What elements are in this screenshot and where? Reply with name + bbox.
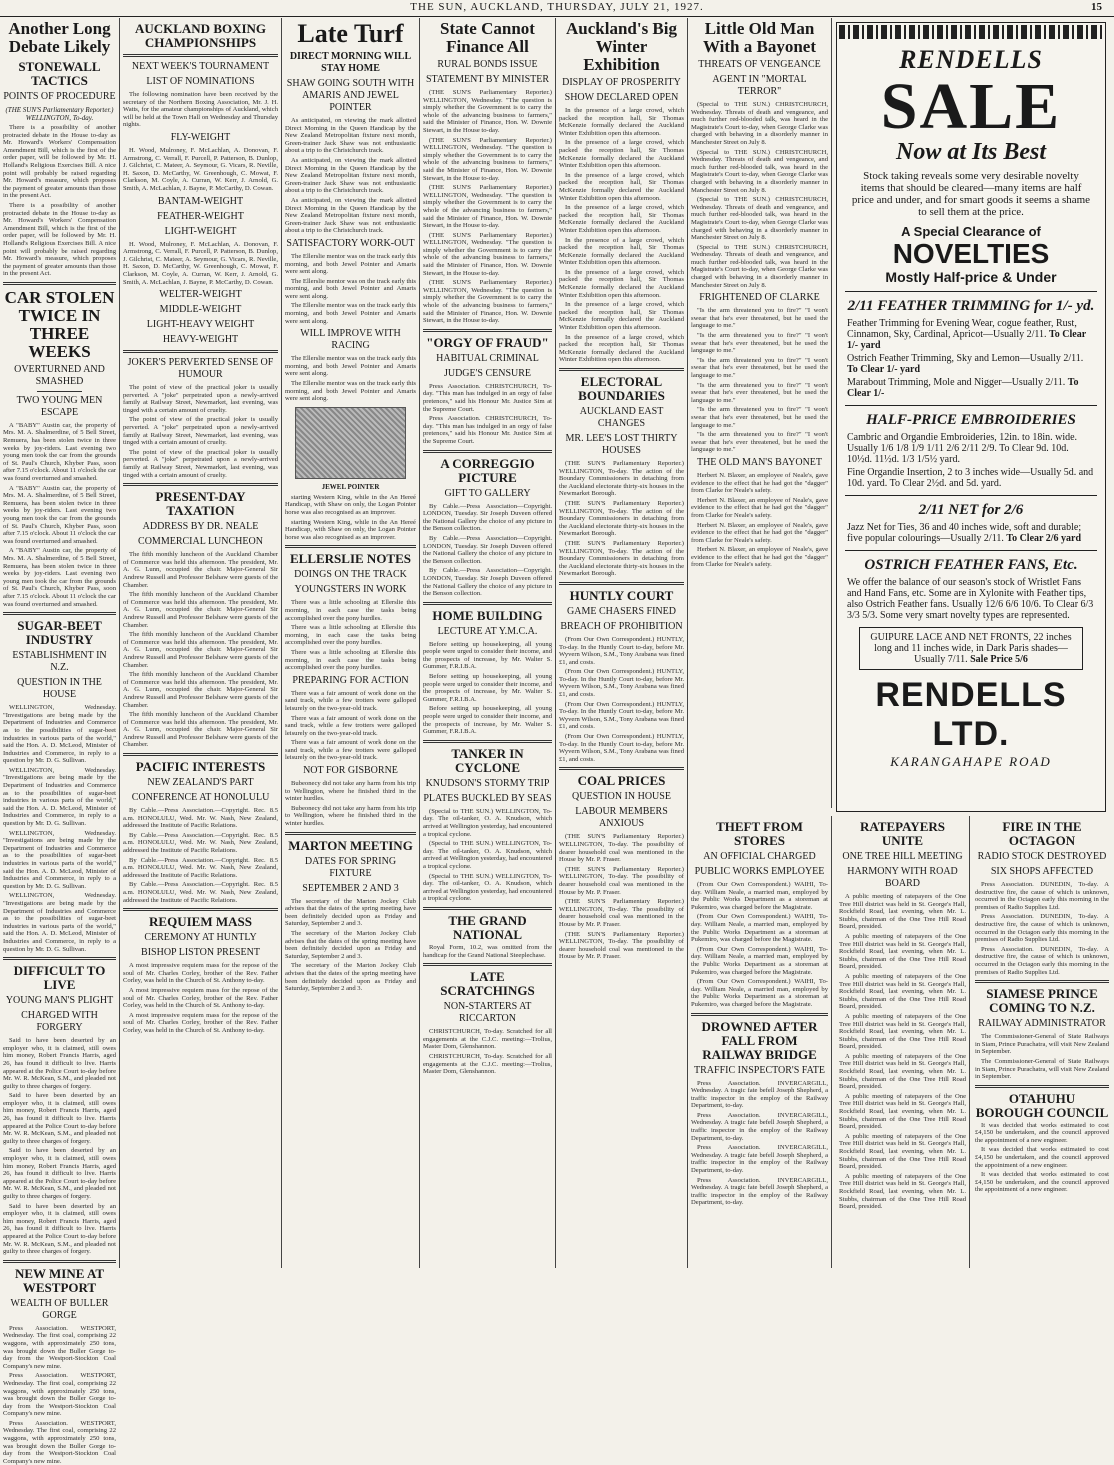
masthead-title: THE SUN, AUCKLAND, THURSDAY, JULY 21, 1927. — [410, 1, 704, 13]
headline-pacific: PACIFIC INTERESTS — [135, 759, 266, 775]
greek-key-border — [839, 25, 1103, 39]
column-4: State Cannot Finance All RURAL BONDS ISSUE STATEMENT BY MINISTER (THE SUN'S Parliamentary Reporter.) WELLINGTON, Wednesday. "The question is simply whether the Government is to carry the whole of the advancing business to farmers," said the Minister of Finance, Hon. W. Downie Stewart, in the House to-day. (THE SUN'S Parliamentary Reporter.) WELLINGTON, Wednesday. "The question is simply whether the Government is to carry the whole of the advancing business to farmers," said the Minister of Finance, Hon. W. Downie Stewart, in the House to-day. (THE SUN'S Parliamentary Reporter.) WELLINGTON, Wednesday. "The question is simply whether the Government is to carry the whole of the advancing business to farmers," said the Minister of Finance, Hon. W. Downie Stewart, in the House to-day. (THE SUN'S Parliamentary Reporter.) WELLINGTON, Wednesday. "The question is simply whether the Government is to carry the whole of the advancing business to farmers," said the Minister of Finance, Hon. W. Downie Stewart, in the House to-day. (THE SUN'S Parliamentary Reporter.) WELLINGTON, Wednesday. "The question is simply whether the Government is to carry the whole of the advancing business to farmers," said the Minister of Finance, Hon. W. Downie Stewart, in the House to-day. "ORGY OF FRAUD" HABITUAL CRIMINAL JUDGE'S CENSURE Press Association. CHRISTCHURCH, To-day. "This man has indulged in an orgy of false pretences," said his Honour Mr. Justice Sim at the Supreme Court. Press Association. CHRISTCHURCH, To-day. "This man has indulged in an orgy of false pretences," said his Honour Mr. Justice Sim at the Supreme Court. A CORREGGIO PICTURE GIFT TO GALLERY By Cable.—Press Association—Copyright. LONDON, Tuesday. Sir Joseph Duveen offered the National Gallery the choice of any picture in the Benson collection. By Cable.—Press Association—Copyright. LONDON, Tuesday. Sir Joseph Duveen offered the National Gallery the choice of any picture in the Benson collection. By Cable.—Press Association—Copyright. LONDON, Tuesday. Sir Joseph Duveen offered the National Gallery the choice of any picture in the Benson collection. HOME BUILDING LECTURE AT Y.M.C.A. Before setting up housekeeping, all young people were urged to consider their income, and the prospects of increase, by Mr. Walter S. Gummer, F.R.I.B.A. Before setting up housekeeping, all young people were urged to consider their income, and the prospects of increase, by Mr. Walter S. Gummer, F.R.I.B.A. Before setting up housekeeping, all young people were urged to consider their income, and the prospects of increase, by Mr. Walter S. Gummer, F.R.I.B.A. TANKER IN CYCLONE KNUDSON'S STORMY TRIP PLATES BUCKLED BY SEAS (Special to THE SUN.) WELLINGTON, To-day. The oil-tanker, O. A. Knudson, which arrived at Wellington yesterday, had encountered a tropical cyclone. (Special to THE SUN.) WELLINGTON, To-day. The oil-tanker, O. A. Knudson, which arrived at Wellington yesterday, had encountered a tropical cyclone. (Special to THE SUN.) WELLINGTON, To-day. The oil-tanker, O. A. Knudson, which arrived at Wellington yesterday, had encountered a tropical cyclone. THE GRAND NATIONAL Royal Form, 10.2, was omitted from the handicap for the Grand National Steeplechase. LATE SCRATCHINGS NON-STARTERS AT RICCARTON CHRISTCHURCH, To-day. Scratched for all engagements at the C.J.C. meeting:—Trolius, Master Dom, Glenshannon. CHRISTCHURCH, To-day. Scratched for all engagements at the C.J.C. meeting:—Trolius, Master Dom, Glenshannon. — [420, 18, 556, 1268]
subhead: NEW ZEALAND'S PART — [147, 777, 254, 789]
headline-requiem: REQUIEM MASS — [149, 914, 252, 930]
subhead: DISPLAY OF PROSPERITY — [562, 77, 681, 88]
article-body: The fifth monthly luncheon of the Auckland Chamber of Commerce was held this afternoon. The president, Mr. A. G. Lunn, occupied the chair. Major-General Sir Andrew Russell and Professor Belshaw were guests of the Chamber. The fifth monthly luncheon of the Auckland Chamber of Commerce was held this afternoon. The president, Mr. A. G. Lunn, occupied the chair. Major-General Sir Andrew Russell and Professor Belshaw were guests of the Chamber. The fifth monthly luncheon of the Auckland Chamber of Commerce was held this afternoon. The president, Mr. A. G. Lunn, occupied the chair. Major-General Sir Andrew Russell and Professor Belshaw were guests of the Chamber. The fifth monthly luncheon of the Auckland Chamber of Commerce was held this afternoon. The president, Mr. A. G. Lunn, occupied the chair. Major-General Sir Andrew Russell and Professor Belshaw were guests of the Chamber. The fifth monthly luncheon of the Auckland Chamber of Commerce was held this afternoon. The president, Mr. A. G. Lunn, occupied the chair. Major-General Sir Andrew Russell and Professor Belshaw were guests of the Chamber. — [123, 551, 278, 749]
headline-boxing: AUCKLAND BOXING CHAMPIONSHIPS — [134, 21, 267, 50]
headline-winter-exhibition: Auckland's Big Winter Exhibition — [565, 19, 677, 74]
horse-photo — [295, 407, 406, 479]
ad-brand: RENDELLS — [899, 45, 1043, 74]
subhead: AN OFFICIAL CHARGED — [703, 851, 816, 862]
headline-sugar-beet: SUGAR-BEET INDUSTRY — [17, 618, 102, 648]
weight-class: LIGHT-HEAVY WEIGHT — [146, 319, 255, 331]
subhead: NEXT WEEK'S TOURNAMENT — [131, 61, 270, 72]
ad-item: Fine Organdie Insertion, 2 to 3 inches wide—Usually 5d. and 10d. yard. To Clear 2½d. and 5d. yard. — [847, 467, 1094, 489]
subhead: POINTS OF PROCEDURE — [3, 91, 116, 102]
subhead: PUBLIC WORKS EMPLOYEE — [694, 866, 825, 877]
ad-section-feather: 2/11 FEATHER TRIMMING for 1/- yd. — [847, 298, 1095, 314]
ad-item: Jazz Net for Ties, 36 and 40 inches wide, soft and durable; five popular colourings—Usually 2/11. To Clear 2/6 yard — [847, 522, 1082, 544]
article-body: The point of view of the practical joker is usually perverted. A "joke" perpetrated upon a newly-arrived family at Railway Street, Newmarket, last evening, was tinged with a certain amount of cruelty. The point of view of the practical joker is usually perverted. A "joke" perpetrated upon a newly-arrived family at Railway Street, Newmarket, last evening, was tinged with a certain amount of cruelty. The point of view of the practical joker is usually perverted. A "joke" perpetrated upon a newly-arrived family at Railway Street, Newmarket, last evening, was tinged with a certain amount of cruelty. — [123, 384, 278, 479]
subhead: QUESTION IN HOUSE — [572, 791, 671, 803]
subhead: LECTURE AT Y.M.C.A. — [437, 625, 538, 637]
subhead: GIFT TO GALLERY — [444, 487, 531, 499]
subhead: NOT FOR GISBORNE — [303, 765, 398, 777]
ad-special: A Special Clearance of — [901, 224, 1041, 239]
column-1 — [0, 18, 120, 1465]
headline-scratchings: LATE SCRATCHINGS — [440, 969, 535, 999]
headline-correggio: A CORREGGIO PICTURE — [440, 455, 535, 485]
subhead: GAME CHASERS FINED — [567, 605, 676, 617]
subhead: DATES FOR SPRING FIXTURE — [304, 855, 397, 879]
weight-class: FEATHER-WEIGHT — [157, 210, 244, 222]
subhead: STONEWALL TACTICS — [18, 59, 101, 88]
subhead: SHOW DECLARED OPEN — [564, 92, 679, 103]
ad-section-embroideries: HALF-PRICE EMBROIDERIES — [866, 412, 1076, 428]
subhead: DIRECT MORNING WILL STAY HOME — [289, 51, 412, 74]
headline-late-turf: Late Turf — [297, 19, 404, 48]
ad-item: Cambric and Organdie Embroideries, 12in. to 18in. wide. Usually 1/6 1/8 1/9 1/11 2/6 2/11 2/9. To Clear 9d. 10d. 10½d. 11½d. 1/3 1/5½ yard. — [847, 432, 1078, 465]
subhead: SIX SHOPS AFFECTED — [990, 866, 1094, 877]
subhead: YOUNG MAN'S PLIGHT — [5, 995, 114, 1007]
headline-old-man: Little Old Man With a Bayonet — [702, 19, 817, 56]
headline-ellerslie: ELLERSLIE NOTES — [289, 551, 412, 567]
subhead: DOINGS ON THE TRACK — [294, 569, 407, 581]
ad-item: Marabout Trimming, Mole and Nigger—Usually 2/11. To Clear 1/- — [847, 377, 1079, 399]
headline-state-finance: State Cannot Finance All — [440, 19, 535, 56]
subhead: KNUDSON'S STORMY TRIP — [425, 777, 550, 789]
ad-sale: SALE — [880, 70, 1062, 143]
subhead: BISHOP LISTON PRESENT — [141, 947, 260, 959]
subhead: SEPTEMBER 2 AND 3 — [302, 882, 399, 894]
headline-tanker: TANKER IN CYCLONE — [451, 745, 524, 775]
subhead: HABITUAL CRIMINAL — [436, 352, 539, 364]
headline-difficult-to-live: DIFFICULT TO LIVE — [13, 963, 106, 993]
article-body: As anticipated, on viewing the mark allotted Direct Morning in the Queen Handicap by the New Zealand Metropolitan fixture next month, Green-trainer Jack Shaw was not enthusiastic about a trip to the Christchurch track. As anticipated, on viewing the mark allotted Direct Morning in the Queen Handicap by the New Zealand Metropolitan fixture next month, Green-trainer Jack Shaw was not enthusiastic about a trip to the Christchurch track. As anticipated, on viewing the mark allotted Direct Morning in the Queen Handicap by the New Zealand Metropolitan fixture next month, Green-trainer Jack Shaw was not enthusiastic about a trip to the Christchurch track. — [285, 117, 416, 235]
headline-taxation: PRESENT-DAY TAXATION — [155, 489, 246, 519]
subhead: WILL IMPROVE WITH RACING — [300, 328, 401, 352]
headline-octagon-fire: FIRE IN THE OCTAGON — [1002, 819, 1082, 848]
article-body: By Cable.—Press Association.—Copyright. Rec. 8.5 a.m. HONOLULU, Wed. Mr. W. Nash, New Zealand, addressed the Institute of Pacific Relations. By Cable.—Press Association.—Copyright. Rec. 8.5 a.m. HONOLULU, Wed. Mr. W. Nash, New Zealand, addressed the Institute of Pacific Relations. By Cable.—Press Association.—Copyright. Rec. 8.5 a.m. HONOLULU, Wed. Mr. W. Nash, New Zealand, addressed the Institute of Pacific Relations. By Cable.—Press Association.—Copyright. Rec. 8.5 a.m. HONOLULU, Wed. Mr. W. Nash, New Zealand, addressed the Institute of Pacific Relations. — [123, 807, 278, 904]
ad-item: We offer the balance of our season's stock of Wristlet Fans and Hand Fans, etc. Some are in Xylonite with Feather tips, also Ostrich Feather fans. Usually 12/6 6/6 10/6. To Clear 6/3 3/3 5/3. Some very smart novelty types are represented. — [847, 577, 1094, 621]
headline-theft: THEFT FROM STORES — [716, 819, 803, 848]
subhead: BREACH OF PROHIBITION — [560, 620, 683, 632]
subhead: AGENT IN "MORTAL TERROR" — [712, 74, 807, 97]
subhead: COMMERCIAL LUNCHEON — [138, 536, 263, 548]
headline-westport-mine: NEW MINE AT WESTPORT — [14, 1265, 105, 1295]
subhead: CEREMONY AT HUNTLY — [144, 932, 257, 944]
ad-item: Feather Trimming for Evening Wear, cogue feather, Rust, Cinnamon, Sky, Cardinal, Apricot—Usually 2/11. To Clear 1/- yard — [847, 318, 1086, 351]
ad-address: KARANGAHAPE ROAD — [890, 754, 1052, 769]
headline-joker: JOKER'S PERVERTED SENSE OF HUMOUR — [127, 357, 274, 381]
subhead: AUCKLAND EAST CHANGES — [579, 406, 664, 429]
headline-coal-prices: COAL PRICES — [577, 773, 666, 789]
column-2: AUCKLAND BOXING CHAMPIONSHIPS NEXT WEEK'S TOURNAMENT LIST OF NOMINATIONS The following nomination have been received by the secretary of the Northern Boxing Association, Mr. J. H. Watts, for the amateur championships of Auckland, which will be held at the Town Hall on Wednesday and Thursday nights. FLY-WEIGHT H. Wood, Mulroney, F. McLachlan, A. Donovan, F. Armstrong, C. Verrall, F. Purcell, P. Patterson, B. Dunlop, J. Gilchrist, C. Mateer, A. Seymour, G. Vicars, R. Neville, H. Saxon, D. McCarthy, W. Greenhough, C. Mowat, F. Clarkson, M. Coyle, A. Curran, W. Kerr, J. Arnold, G. Smith, A. McLachlan, J. Bayne, P. McCarthy, D. Cowan. BANTAM-WEIGHT FEATHER-WEIGHT LIGHT-WEIGHT H. Wood, Mulroney, F. McLachlan, A. Donovan, F. Armstrong, C. Verrall, F. Purcell, P. Patterson, B. Dunlop, J. Gilchrist, C. Mateer, A. Seymour, G. Vicars, R. Neville, H. Saxon, D. McCarthy, W. Greenhough, C. Mowat, F. Clarkson, M. Coyle, A. Curran, W. Kerr, J. Arnold, G. Smith, A. McLachlan, J. Bayne, P. McCarthy, D. Cowan. WELTER-WEIGHT MIDDLE-WEIGHT LIGHT-HEAVY WEIGHT HEAVY-WEIGHT JOKER'S PERVERTED SENSE OF HUMOUR The point of view of the practical joker is usually perverted. A "joke" perpetrated upon a newly-arrived family at Railway Street, Newmarket, last evening, was tinged with a certain amount of cruelty. The point of view of the practical joker is usually perverted. A "joke" perpetrated upon a newly-arrived family at Railway Street, Newmarket, last evening, was tinged with a certain amount of cruelty. The point of view of the practical joker is usually perverted. A "joke" perpetrated upon a newly-arrived family at Railway Street, Newmarket, last evening, was tinged with a certain amount of cruelty. PRESENT-DAY TAXATION ADDRESS BY DR. NEALE COMMERCIAL LUNCHEON The fifth monthly luncheon of the Auckland Chamber of Commerce was held this afternoon. The president, Mr. A. G. Lunn, occupied the chair. Major-General Sir Andrew Russell and Professor Belshaw were guests of the Chamber. The fifth monthly luncheon of the Auckland Chamber of Commerce was held this afternoon. The president, Mr. A. G. Lunn, occupied the chair. Major-General Sir Andrew Russell and Professor Belshaw were guests of the Chamber. The fifth monthly luncheon of the Auckland Chamber of Commerce was held this afternoon. The president, Mr. A. G. Lunn, occupied the chair. Major-General Sir Andrew Russell and Professor Belshaw were guests of the Chamber. The fifth monthly luncheon of the Auckland Chamber of Commerce was held this afternoon. The president, Mr. A. G. Lunn, occupied the chair. Major-General Sir Andrew Russell and Professor Belshaw were guests of the Chamber. The fifth monthly luncheon of the Auckland Chamber of Commerce was held this afternoon. The president, Mr. A. G. Lunn, occupied the chair. Major-General Sir Andrew Russell and Professor Belshaw were guests of the Chamber. PACIFIC INTERESTS NEW ZEALAND'S PART CONFERENCE AT HONOLULU By Cable.—Press Association.—Copyright. Rec. 8.5 a.m. HONOLULU, Wed. Mr. W. Nash, New Zealand, addressed the Institute of Pacific Relations. By Cable.—Press Association.—Copyright. Rec. 8.5 a.m. HONOLULU, Wed. Mr. W. Nash, New Zealand, addressed the Institute of Pacific Relations. By Cable.—Press Association.—Copyright. Rec. 8.5 a.m. HONOLULU, Wed. Mr. W. Nash, New Zealand, addressed the Institute of Pacific Relations. By Cable.—Press Association.—Copyright. Rec. 8.5 a.m. HONOLULU, Wed. Mr. W. Nash, New Zealand, addressed the Institute of Pacific Relations. REQUIEM MASS CEREMONY AT HUNTLY BISHOP LISTON PRESENT A most impressive requiem mass for the repose of the soul of Mr. Charles Corley, brother of the Rev. Father Corley, was held in the Church of St. Anthony to-day. A most impressive requiem mass for the repose of the soul of Mr. Charles Corley, brother of the Rev. Father Corley, was held in the Church of St. Anthony to-day. A most impressive requiem mass for the repose of the soul of Mr. Charles Corley, brother of the Rev. Father Corley, was held in the Church of St. Anthony to-day. — [120, 18, 282, 1268]
headline-orgy-fraud: "ORGY OF FRAUD" — [426, 334, 549, 350]
weight-class: MIDDLE-WEIGHT — [159, 304, 242, 316]
page-number: 15 — [1091, 1, 1102, 13]
headline-long-debate: Another Long Debate Likely — [8, 19, 111, 56]
ad-novelties: NOVELTIES — [892, 238, 1050, 269]
subhead: NON-STARTERS AT RICCARTON — [443, 1001, 532, 1025]
subhead: SHAW GOING SOUTH WITH AMARIS AND JEWEL POINTER — [286, 78, 415, 113]
subhead: YOUNGSTERS IN WORK — [294, 584, 407, 596]
weight-class: FLY-WEIGHT — [170, 131, 231, 143]
subhead: PLATES BUCKLED BY SEAS — [423, 792, 552, 804]
masthead — [0, 0, 1114, 17]
headline-otahuhu: OTAHUHU BOROUGH COUNCIL — [975, 1090, 1109, 1120]
ad-blurb: Stock taking reveals some very desirable novelty items that should be cleared—many items are half price and under, and for smart goods it seems a shame to sell them at the price. — [851, 170, 1091, 218]
weight-class: WELTER-WEIGHT — [159, 289, 242, 301]
subhead: THE OLD MAN'S BAYONET — [696, 456, 823, 468]
article-body: A most impressive requiem mass for the repose of the soul of Mr. Charles Corley, brother of the Rev. Father Corley, was held in the Church of St. Anthony to-day. A most impressive requiem mass for the repose of the soul of Mr. Charles Corley, brother of the Rev. Father Corley, was held in the Church of St. Anthony to-day. A most impressive requiem mass for the repose of the soul of Mr. Charles Corley, brother of the Rev. Father Corley, was held in the Church of St. Anthony to-day. — [123, 962, 278, 1034]
subhead: ESTABLISHMENT IN N.Z. — [12, 650, 107, 674]
headline-car-stolen: CAR STOLEN TWICE IN THREE WEEKS — [4, 287, 115, 361]
column-3: Late Turf DIRECT MORNING WILL STAY HOME SHAW GOING SOUTH WITH AMARIS AND JEWEL POINTER As anticipated, on viewing the mark allotted Direct Morning in the Queen Handicap by the New Zealand Metropolitan fixture next month, Green-trainer Jack Shaw was not enthusiastic about a trip to the Christchurch track. As anticipated, on viewing the mark allotted Direct Morning in the Queen Handicap by the New Zealand Metropolitan fixture next month, Green-trainer Jack Shaw was not enthusiastic about a trip to the Christchurch track. As anticipated, on viewing the mark allotted Direct Morning in the Queen Handicap by the New Zealand Metropolitan fixture next month, Green-trainer Jack Shaw was not enthusiastic about a trip to the Christchurch track. SATISFACTORY WORK-OUT The Ellerslie mentor was on the track early this morning, and both Jewel Pointer and Amaris were sent along. The Ellerslie mentor was on the track early this morning, and both Jewel Pointer and Amaris were sent along. The Ellerslie mentor was on the track early this morning, and both Jewel Pointer and Amaris were sent along. WILL IMPROVE WITH RACING The Ellerslie mentor was on the track early this morning, and both Jewel Pointer and Amaris were sent along. The Ellerslie mentor was on the track early this morning, and both Jewel Pointer and Amaris were sent along. JEWEL POINTER starting Western King, while in the An Hereé Handicap, with Shaw on only, the Logan Pointer horse was also recognised as an improver. starting Western King, while in the An Hereé Handicap, with Shaw on only, the Logan Pointer horse was also recognised as an improver. ELLERSLIE NOTES DOINGS ON THE TRACK YOUNGSTERS IN WORK There was a little schooling at Ellerslie this morning, in each case the tasks being accomplished over the pony hurdles. There was a little schooling at Ellerslie this morning, in each case the tasks being accomplished over the pony hurdles. There was a little schooling at Ellerslie this morning, in each case the tasks being accomplished over the pony hurdles. PREPARING FOR ACTION There was a fair amount of work done on the sand track, while a few trotters were galloped leisurely on the two-year-old track. There was a fair amount of work done on the sand track, while a few trotters were galloped leisurely on the two-year-old track. There was a fair amount of work done on the sand track, while a few trotters were galloped leisurely on the two-year-old track. NOT FOR GISBORNE Bubeonecy did not take any harm from his trip to Wellington, where he finished third in the winter hurdles. Bubeonecy did not take any harm from his trip to Wellington, where he finished third in the winter hurdles. MARTON MEETING DATES FOR SPRING FIXTURE SEPTEMBER 2 AND 3 The secretary of the Marton Jockey Club advises that the dates of the spring meeting have been definitely decided upon as Friday and Saturday, September 2 and 3. The secretary of the Marton Jockey Club advises that the dates of the spring meeting have been definitely decided upon as Friday and Saturday, September 2 and 3. The secretary of the Marton Jockey Club advises that the dates of the spring meeting have been definitely decided upon as Friday and Saturday, September 2 and 3. — [282, 18, 420, 1268]
article-body: Said to have been deserted by an employer who, it is claimed, still owes him money, Robert Francis Harris, aged 26, has found it difficult to live. Harris appeared at the Police Court to-day before Mr. W. R. McKean, S.M., and pleaded not guilty to three charges of forgery. Said to have been deserted by an employer who, it is claimed, still owes him money, Robert Francis Harris, aged 26, has found it difficult to live. Harris appeared at the Police Court to-day before Mr. W. R. McKean, S.M., and pleaded not guilty to three charges of forgery. Said to have been deserted by an employer who, it is claimed, still owes him money, Robert Francis Harris, aged 26, has found it difficult to live. Harris appeared at the Police Court to-day before Mr. W. R. McKean, S.M., and pleaded not guilty to three charges of forgery. Said to have been deserted by an employer who, it is claimed, still owes him money, Robert Francis Harris, aged 26, has found it difficult to live. Harris appeared at the Police Court to-day before Mr. W. R. McKean, S.M., and pleaded not guilty to three charges of forgery. — [3, 1037, 116, 1256]
ad-tagline: Now at Its Best — [895, 139, 1047, 165]
ad-section-fans: OSTRICH FEATHER FANS, Etc. — [864, 557, 1078, 573]
subhead: LIST OF NOMINATIONS — [146, 76, 255, 87]
subhead: FRIGHTENED OF CLARKE — [699, 292, 820, 304]
subhead: JUDGE'S CENSURE — [443, 367, 532, 379]
subhead: THREATS OF VENGEANCE — [698, 59, 821, 70]
subhead: CONFERENCE AT HONOLULU — [131, 792, 270, 804]
subhead: PREPARING FOR ACTION — [292, 674, 409, 686]
subhead: WEALTH OF BULLER GORGE — [10, 1297, 109, 1321]
article-body: The following nomination have been received by the secretary of the Northern Boxing Association, Mr. J. H. Watts, for the amateur championships of Auckland, which will be held at the Town Hall on Wednesday and Thursday nights. — [123, 91, 278, 129]
subhead: CHARGED WITH FORGERY — [21, 1010, 98, 1034]
article-body: There is a possibility of another protracted debate in the House to-day as Mr. Howard's Workers' Compensation Amendment Bill, which is the first of the order paper, will be followed by Mr. H. Holland's Religious Exercises Bill. A nice point will probably be raised regarding Mr. Howard's measure, which proposes the payment of greater amounts than those in the present Act. There is a possibility of another protracted debate in the House to-day as Mr. Howard's Workers' Compensation Amendment Bill, which is the first of the order paper, will be followed by Mr. H. Holland's Religious Exercises Bill. A nice point will probably be raised regarding Mr. Howard's measure, which proposes the payment of greater amounts than those in the present Act. — [3, 124, 116, 278]
column-6: Little Old Man With a Bayonet THREATS OF VENGEANCE AGENT IN "MORTAL TERROR" (Special to THE SUN.) CHRISTCHURCH, Wednesday. Threats of death and vengeance, and much further red-blooded talk, was heard in the Magistrate's Court to-day, when George Clarke was charged with behaving in a disorderly manner in Manchester Street on July 8. (Special to THE SUN.) CHRISTCHURCH, Wednesday. Threats of death and vengeance, and much further red-blooded talk, was heard in the Magistrate's Court to-day, when George Clarke was charged with behaving in a disorderly manner in Manchester Street on July 8. (Special to THE SUN.) CHRISTCHURCH, Wednesday. Threats of death and vengeance, and much further red-blooded talk, was heard in the Magistrate's Court to-day, when George Clarke was charged with behaving in a disorderly manner in Manchester Street on July 8. (Special to THE SUN.) CHRISTCHURCH, Wednesday. Threats of death and vengeance, and much further red-blooded talk, was heard in the Magistrate's Court to-day, when George Clarke was charged with behaving in a disorderly manner in Manchester Street on July 8. FRIGHTENED OF CLARKE "Is the arm threatened you to fire?" "I won't swear that he's ever threatened, but he used the language to me." "Is the arm threatened you to fire?" "I won't swear that he's ever threatened, but he used the language to me." "Is the arm threatened you to fire?" "I won't swear that he's ever threatened, but he used the language to me." "Is the arm threatened you to fire?" "I won't swear that he's ever threatened, but he used the language to me." "Is the arm threatened you to fire?" "I won't swear that he's ever threatened, but he used the language to me." "Is the arm threatened you to fire?" "I won't swear that he's ever threatened, but he used the language to me." THE OLD MAN'S BAYONET Herbert N. Blaxer, an employee of Neale's, gave evidence to the effect that he had got the "dagger" from Clarke for Neale's safety. Herbert N. Blaxer, an employee of Neale's, gave evidence to the effect that he had got the "dagger" from Clarke for Neale's safety. Herbert N. Blaxer, an employee of Neale's, gave evidence to the effect that he had got the "dagger" from Clarke for Neale's safety. Herbert N. Blaxer, an employee of Neale's, gave evidence to the effect that he had got the "dagger" from Clarke for Neale's safety. — [688, 18, 832, 808]
headline-grand-national: THE GRAND NATIONAL — [448, 912, 527, 942]
rendells-advertisement — [836, 22, 1106, 812]
subhead: STATEMENT BY MINISTER — [425, 74, 550, 85]
subhead: RAILWAY ADMINISTRATOR — [978, 1018, 1106, 1030]
subhead: RURAL BONDS ISSUE — [437, 59, 538, 70]
column-5: Auckland's Big Winter Exhibition DISPLAY OF PROSPERITY SHOW DECLARED OPEN In the presence of a large crowd, which packed the reception hall, Sir Thomas McKenzie formally declared the Auckland Winter Exhibition open this afternoon. In the presence of a large crowd, which packed the reception hall, Sir Thomas McKenzie formally declared the Auckland Winter Exhibition open this afternoon. In the presence of a large crowd, which packed the reception hall, Sir Thomas McKenzie formally declared the Auckland Winter Exhibition open this afternoon. In the presence of a large crowd, which packed the reception hall, Sir Thomas McKenzie formally declared the Auckland Winter Exhibition open this afternoon. In the presence of a large crowd, which packed the reception hall, Sir Thomas McKenzie formally declared the Auckland Winter Exhibition open this afternoon. In the presence of a large crowd, which packed the reception hall, Sir Thomas McKenzie formally declared the Auckland Winter Exhibition open this afternoon. In the presence of a large crowd, which packed the reception hall, Sir Thomas McKenzie formally declared the Auckland Winter Exhibition open this afternoon. In the presence of a large crowd, which packed the reception hall, Sir Thomas McKenzie formally declared the Auckland Winter Exhibition open this afternoon. ELECTORAL BOUNDARIES AUCKLAND EAST CHANGES MR. LEE'S LOST THIRTY HOUSES (THE SUN'S Parliamentary Reporter.) WELLINGTON, To-day. The action of the Boundary Commissioners in detaching from the Auckland electorate thirty-six houses in the Newmarket Borough. (THE SUN'S Parliamentary Reporter.) WELLINGTON, To-day. The action of the Boundary Commissioners in detaching from the Auckland electorate thirty-six houses in the Newmarket Borough. (THE SUN'S Parliamentary Reporter.) WELLINGTON, To-day. The action of the Boundary Commissioners in detaching from the Auckland electorate thirty-six houses in the Newmarket Borough. HUNTLY COURT GAME CHASERS FINED BREACH OF PROHIBITION (From Our Own Correspondent.) HUNTLY, To-day. In the Huntly Court to-day, before Mr. Wyvern Wilson, S.M., Tony Arabana was fined £1, and costs. (From Our Own Correspondent.) HUNTLY, To-day. In the Huntly Court to-day, before Mr. Wyvern Wilson, S.M., Tony Arabana was fined £1, and costs. (From Our Own Correspondent.) HUNTLY, To-day. In the Huntly Court to-day, before Mr. Wyvern Wilson, S.M., Tony Arabana was fined £1, and costs. (From Our Own Correspondent.) HUNTLY, To-day. In the Huntly Court to-day, before Mr. Wyvern Wilson, S.M., Tony Arabana was fined £1, and costs. COAL PRICES QUESTION IN HOUSE LABOUR MEMBERS ANXIOUS (THE SUN'S Parliamentary Reporter.) WELLINGTON, To-day. The possibility of dearer household coal was mentioned in the House by Mr. P. Fraser. (THE SUN'S Parliamentary Reporter.) WELLINGTON, To-day. The possibility of dearer household coal was mentioned in the House by Mr. P. Fraser. (THE SUN'S Parliamentary Reporter.) WELLINGTON, To-day. The possibility of dearer household coal was mentioned in the House by Mr. P. Fraser. (THE SUN'S Parliamentary Reporter.) WELLINGTON, To-day. The possibility of dearer household coal was mentioned in the House by Mr. P. Fraser. — [556, 18, 688, 1268]
ad-mostly: Mostly Half-price & Under — [885, 269, 1057, 285]
headline-huntly: HUNTLY COURT — [569, 587, 674, 603]
weight-class: HEAVY-WEIGHT — [162, 334, 239, 346]
headline-drowned: DROWNED AFTER FALL FROM RAILWAY BRIDGE — [701, 1018, 818, 1062]
subhead: QUESTION IN THE HOUSE — [17, 677, 102, 701]
subhead: SATISFACTORY WORK-OUT — [286, 237, 415, 249]
ad-company: RENDELLS LTD. — [875, 676, 1067, 753]
byline: (THE SUN'S Parliamentary Reporter.) WELLINGTON, To-day. — [5, 106, 114, 122]
photo-caption: JEWEL POINTER — [321, 482, 380, 491]
subhead: ONE TREE HILL MEETING — [842, 851, 963, 862]
article-body: Press Association. WESTPORT, Wednesday. The first coal, comprising 22 waggons, with approximately 250 tons, was brought down the Buller Gorge to-day from the Westport-Stockton Coal Company's new mine. Press Association. WESTPORT, Wednesday. The first coal, comprising 22 waggons, with approximately 250 tons, was brought down the Buller Gorge to-day from the Westport-Stockton Coal Company's new mine. Press Association. WESTPORT, Wednesday. The first coal, comprising 22 waggons, with approximately 250 tons, was brought down the Buller Gorge to-day from the Westport-Stockton Coal Company's new mine. — [3, 1324, 116, 1465]
article-body: WELLINGTON, Wednesday. "Investigations are being made by the Department of Industries and Commerce as to the possibilities of sugar-beet industries in various parts of the world," said the Hon. A. D. McLeod, Minister of Industries and Commerce, in reply to a question by Mr. D. G. Sullivan. WELLINGTON, Wednesday. "Investigations are being made by the Department of Industries and Commerce as to the possibilities of sugar-beet industries in various parts of the world," said the Hon. A. D. McLeod, Minister of Industries and Commerce, in reply to a question by Mr. D. G. Sullivan. WELLINGTON, Wednesday. "Investigations are being made by the Department of Industries and Commerce as to the possibilities of sugar-beet industries in various parts of the world," said the Hon. A. D. McLeod, Minister of Industries and Commerce, in reply to a question by Mr. D. G. Sullivan. WELLINGTON, Wednesday. "Investigations are being made by the Department of Industries and Commerce as to the possibilities of sugar-beet industries in various parts of the world," said the Hon. A. D. McLeod, Minister of Industries and Commerce, in reply to a question by Mr. D. G. Sullivan. — [3, 704, 116, 953]
subhead: ADDRESS BY DR. NEALE — [142, 521, 259, 533]
subhead: OVERTURNED AND SMASHED — [14, 363, 105, 387]
headline-electoral: ELECTORAL BOUNDARIES — [578, 374, 665, 403]
ad-item: Ostrich Feather Trimming, Sky and Lemon—Usually 2/11. To Clear 1/- yard — [847, 353, 1084, 375]
subhead: TRAFFIC INSPECTOR'S FATE — [694, 1064, 825, 1076]
subhead: TWO YOUNG MEN ESCAPE — [16, 394, 103, 418]
article-body: A "BABY" Austin car, the property of Mrs. M. A. Shalmerdine, of 5 Bell Street, Remuera, has been stolen twice in three weeks by joy-riders. Last evening two young men took the car from the grounds of St. Paul's Church, Khyber Pass, soon after 7.15 o'clock. About 11 o'clock the car was found overturned and smashed. A "BABY" Austin car, the property of Mrs. M. A. Shalmerdine, of 5 Bell Street, Remuera, has been stolen twice in three weeks by joy-riders. Last evening two young men took the car from the grounds of St. Paul's Church, Khyber Pass, soon after 7.15 o'clock. About 11 o'clock the car was found overturned and smashed. A "BABY" Austin car, the property of Mrs. M. A. Shalmerdine, of 5 Bell Street, Remuera, has been stolen twice in three weeks by joy-riders. Last evening two young men took the car from the grounds of St. Paul's Church, Khyber Pass, soon after 7.15 o'clock. About 11 o'clock the car was found overturned and smashed. — [3, 421, 116, 608]
weight-class: LIGHT-WEIGHT — [164, 225, 237, 237]
ad-section-net: 2/11 NET for 2/6 — [918, 502, 1024, 518]
column-8a: RATEPAYERS UNITE ONE TREE HILL MEETING HARMONY WITH ROAD BOARD A public meeting of ratepayers of the One Tree Hill district was held in St. George's Hall, Rockfield Road, last evening, when Mr. L. Stubbs, chairman of the One Tree Hill Road Board, presided. A public meeting of ratepayers of the One Tree Hill district was held in St. George's Hall, Rockfield Road, last evening, when Mr. L. Stubbs, chairman of the One Tree Hill Road Board, presided. A public meeting of ratepayers of the One Tree Hill district was held in St. George's Hall, Rockfield Road, last evening, when Mr. L. Stubbs, chairman of the One Tree Hill Road Board, presided. A public meeting of ratepayers of the One Tree Hill district was held in St. George's Hall, Rockfield Road, last evening, when Mr. L. Stubbs, chairman of the One Tree Hill Road Board, presided. A public meeting of ratepayers of the One Tree Hill district was held in St. George's Hall, Rockfield Road, last evening, when Mr. L. Stubbs, chairman of the One Tree Hill Road Board, presided. A public meeting of ratepayers of the One Tree Hill district was held in St. George's Hall, Rockfield Road, last evening, when Mr. L. Stubbs, chairman of the One Tree Hill Road Board, presided. A public meeting of ratepayers of the One Tree Hill district was held in St. George's Hall, Rockfield Road, last evening, when Mr. L. Stubbs, chairman of the One Tree Hill Road Board, presided. A public meeting of ratepayers of the One Tree Hill district was held in St. George's Hall, Rockfield Road, last evening, when Mr. L. Stubbs, chairman of the One Tree Hill Road Board, presided. — [836, 816, 970, 1268]
subhead: HARMONY WITH ROAD BOARD — [847, 866, 958, 889]
headline-marton: MARTON MEETING — [288, 837, 413, 853]
ad-lace-box: GUIPURE LACE AND NET FRONTS, 22 inches long and 11 inches wide, in Dark Paris shades—Usually 7/11. Sale Price 5/6 — [859, 627, 1083, 670]
subhead: MR. LEE'S LOST THIRTY HOUSES — [565, 433, 678, 456]
headline-home-building: HOME BUILDING — [432, 607, 543, 623]
weight-class: BANTAM-WEIGHT — [157, 195, 244, 207]
subhead: LABOUR MEMBERS ANXIOUS — [575, 806, 668, 830]
subhead: RADIO STOCK DESTROYED — [977, 851, 1107, 862]
headline-ratepayers: RATEPAYERS UNITE — [859, 819, 945, 848]
column-7: THEFT FROM STORES AN OFFICIAL CHARGED PUBLIC WORKS EMPLOYEE (From Our Own Correspondent.) WAIHI, To-day. William Neale, a married man, employed by the Public Works Department as a storeman at Pukemiro, was charged before the Magistrate. (From Our Own Correspondent.) WAIHI, To-day. William Neale, a married man, employed by the Public Works Department as a storeman at Pukemiro, was charged before the Magistrate. (From Our Own Correspondent.) WAIHI, To-day. William Neale, a married man, employed by the Public Works Department as a storeman at Pukemiro, was charged before the Magistrate. (From Our Own Correspondent.) WAIHI, To-day. William Neale, a married man, employed by the Public Works Department as a storeman at Pukemiro, was charged before the Magistrate. DROWNED AFTER FALL FROM RAILWAY BRIDGE TRAFFIC INSPECTOR'S FATE Press Association. INVERCARGILL, Wednesday. A tragic fate befell Joseph Shepherd, a traffic inspector in the employ of the Railway Department, to-day. Press Association. INVERCARGILL, Wednesday. A tragic fate befell Joseph Shepherd, a traffic inspector in the employ of the Railway Department, to-day. Press Association. INVERCARGILL, Wednesday. A tragic fate befell Joseph Shepherd, a traffic inspector in the employ of the Railway Department, to-day. Press Association. INVERCARGILL, Wednesday. A tragic fate befell Joseph Shepherd, a traffic inspector in the employ of the Railway Department, to-day. — [688, 816, 832, 1268]
headline-siamese-prince: SIAMESE PRINCE COMING TO N.Z. — [986, 986, 1098, 1016]
column-8b: FIRE IN THE OCTAGON RADIO STOCK DESTROYED SIX SHOPS AFFECTED Press Association. DUNEDIN, To-day. A destructive fire, the cause of which is unknown, occurred in the Octagon early this morning in the premises of Radio Supplies Ltd. Press Association. DUNEDIN, To-day. A destructive fire, the cause of which is unknown, occurred in the Octagon early this morning in the premises of Radio Supplies Ltd. Press Association. DUNEDIN, To-day. A destructive fire, the cause of which is unknown, occurred in the Octagon early this morning in the premises of Radio Supplies Ltd. SIAMESE PRINCE COMING TO N.Z. RAILWAY ADMINISTRATOR The Commissioner-General of State Railways in Siam, Prince Purachatra, will visit New Zealand in September. The Commissioner-General of State Railways in Siam, Prince Purachatra, will visit New Zealand in September. OTAHUHU BOROUGH COUNCIL It was decided that works estimated to cost £4,150 be undertaken, and the council approved the appointment of a new engineer. It was decided that works estimated to cost £4,150 be undertaken, and the council approved the appointment of a new engineer. It was decided that works estimated to cost £4,150 be undertaken, and the council approved the appointment of a new engineer. — [975, 819, 1109, 1194]
